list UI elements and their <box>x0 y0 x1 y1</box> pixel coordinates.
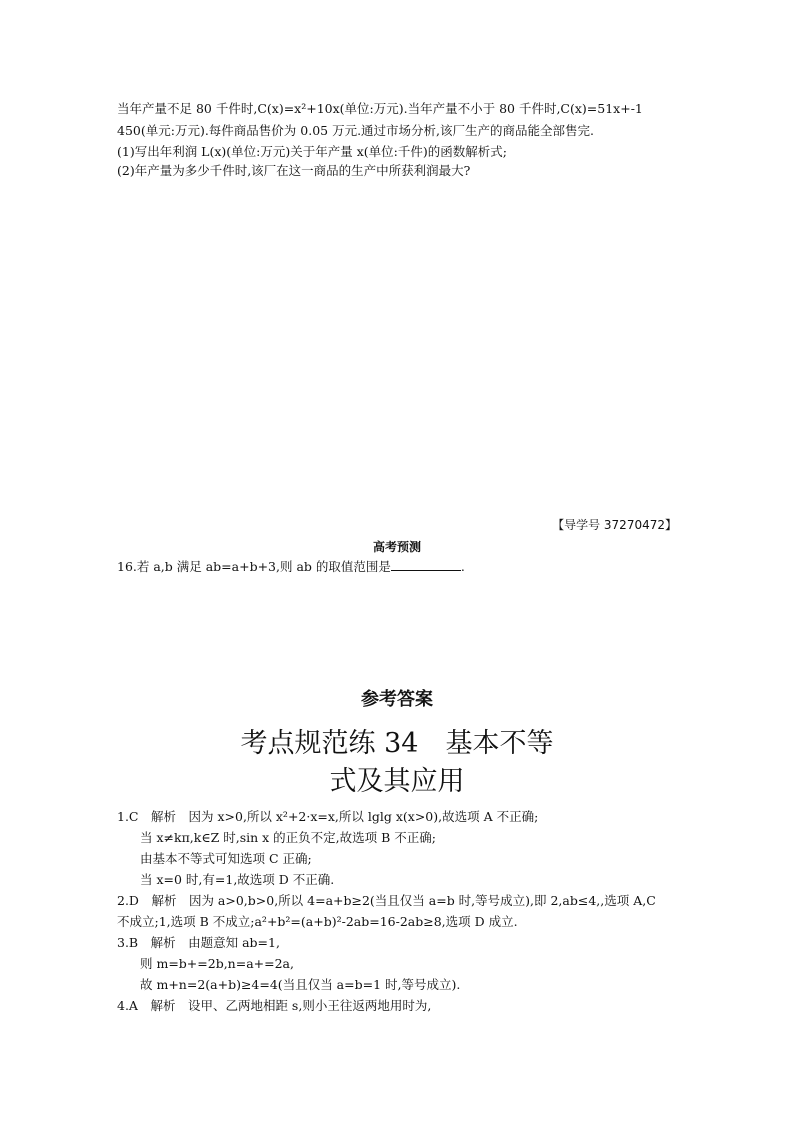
answer-line: 故 m+n=2(a+b)≥4=4(当且仅当 a=b=1 时,等号成立). <box>140 977 461 992</box>
question-16 <box>117 558 465 575</box>
answer-line: 当 x=0 时,有=1,故选项 D 不正确. <box>140 872 335 887</box>
exercise-heading-line-2: 式及其应用 <box>329 766 465 797</box>
answer-line: 则 m=b+=2b,n=a+=2a, <box>140 956 294 971</box>
answer-line: 1.C 解析 因为 x>0,所以 x²+2·x=x,所以 lglg x(x>0),故选项 A 不正确; <box>117 809 539 824</box>
prediction-label: 高考预测 <box>372 540 421 554</box>
problem-text-line-1: 当年产量不足 80 千件时,C(x)=x²+10x(单位:万元).当年产量不小于 80 千件时,C(x)=51x+-1 <box>117 101 643 116</box>
answer-line: 不成立;1,选项 B 不成立;a²+b²=(a+b)²-2ab=16-2ab≥8,选项 D 成立. <box>117 914 518 929</box>
answer-blank <box>391 558 461 571</box>
exercise-heading-line-1: 考点规范练 34 基本不等 <box>240 728 554 759</box>
guide-number: 【导学号 37270472】 <box>552 518 677 532</box>
answer-line: 3.B 解析 由题意知 ab=1, <box>117 935 280 950</box>
answers-title: 参考答案 <box>361 689 433 710</box>
answer-line: 4.A 解析 设甲、乙两地相距 s,则小王往返两地用时为, <box>117 998 432 1013</box>
question-2: (2)年产量为多少千件时,该厂在这一商品的生产中所获利润最大? <box>117 163 471 178</box>
question-1: (1)写出年利润 L(x)(单位:万元)关于年产量 x(单位:千件)的函数解析式; <box>117 144 507 159</box>
question-16-end: . <box>460 559 465 574</box>
answer-line: 2.D 解析 因为 a>0,b>0,所以 4=a+b≥2(当且仅当 a=b 时,等号成立),即 2,ab≤4,,选项 A,C <box>117 893 656 908</box>
answer-line: 当 x≠kπ,k∈Z 时,sin x 的正负不定,故选项 B 不正确; <box>140 830 436 845</box>
problem-text-line-2: 450(单元:万元).每件商品售价为 0.05 万元.通过市场分析,该厂生产的商品能全部售完. <box>117 123 594 138</box>
answer-line: 由基本不等式可知选项 C 正确; <box>140 851 312 866</box>
question-16-text: 16.若 a,b 满足 ab=a+b+3,则 ab 的取值范围是 <box>117 559 391 574</box>
